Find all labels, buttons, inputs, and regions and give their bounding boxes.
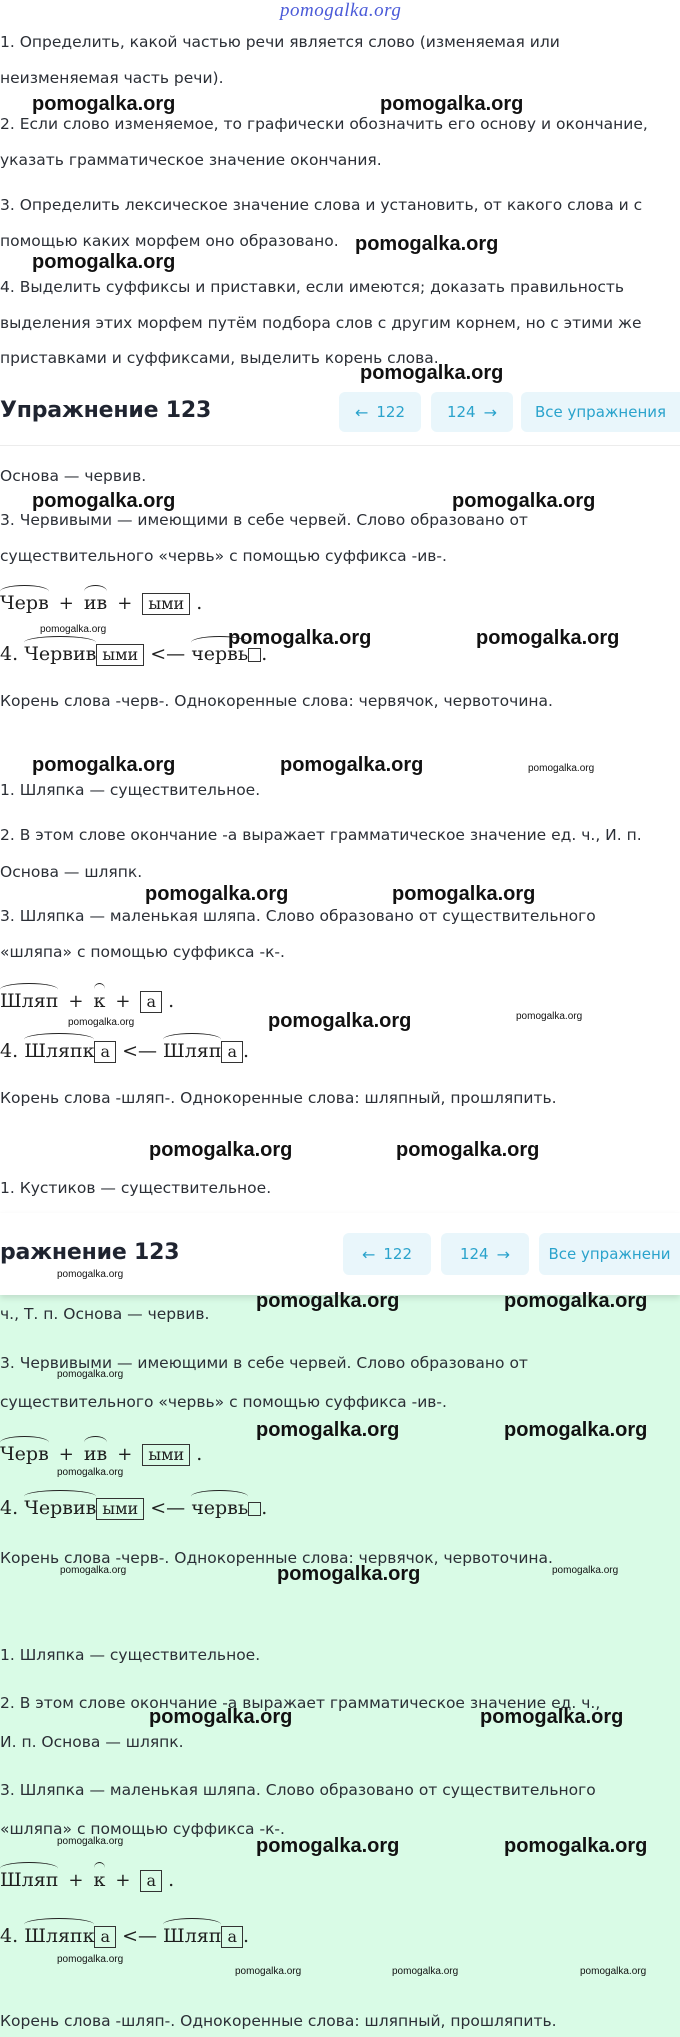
ending-box: а <box>221 1926 243 1948</box>
shlyapka-root-b: Корень слова -шляп-. Однокоренные слова: шляпный, прошляпить. <box>0 2012 557 2030</box>
period: . <box>242 1925 250 1947</box>
shlyapka-step1: 1. Шляпка — существительное. <box>0 781 261 799</box>
step-4-line-3: приставками и суффиксами, выделить корень слова. <box>0 349 439 367</box>
watermark: pomogalka.org <box>145 883 289 905</box>
item-number: 4. <box>0 1040 19 1062</box>
item-number: 4. <box>0 643 19 665</box>
stem-arc: Шляпк <box>24 1040 95 1062</box>
chervivymi-formation-scheme <box>0 592 202 615</box>
chervivymi-morpheme-parse-b <box>0 1497 267 1520</box>
ending-box: ыми <box>96 1498 144 1520</box>
chervivymi-step3-line-2: существительного «червь» с помощью суффикса -ив-. <box>0 547 447 565</box>
suffix-arc: ив <box>83 592 108 614</box>
root-arc: Шляп <box>0 1869 59 1891</box>
prev-exercise-label: 122 <box>383 1245 413 1263</box>
arrow-left-icon: ← <box>354 402 369 422</box>
shlyapka-step2-line-2-b: И. п. Основа — шляпк. <box>0 1733 184 1751</box>
watermark: pomogalka.org <box>380 93 524 115</box>
watermark: pomogalka.org <box>32 93 176 115</box>
stem-arc: Шляпк <box>24 1925 95 1947</box>
source-word-arc: червь <box>191 1497 249 1519</box>
watermark: pomogalka.org <box>268 1010 412 1032</box>
watermark: pomogalka.org <box>476 627 620 649</box>
ending-box: а <box>221 1041 243 1063</box>
suffix-arc: к <box>93 990 106 1012</box>
step-2-line-2: указать грамматическое значение окончания. <box>0 151 382 169</box>
step-1-line-1: 1. Определить, какой частью речи является слово (изменяемая или <box>0 33 560 51</box>
plus-sign: + <box>115 991 131 1012</box>
all-exercises-label: Все упражнени <box>548 1245 671 1263</box>
watermark: pomogalka.org <box>452 490 596 512</box>
ending-box: а <box>140 991 162 1013</box>
watermark: pomogalka.org <box>355 233 499 255</box>
watermark: pomogalka.org <box>32 754 176 776</box>
watermark: pomogalka.org <box>396 1139 540 1161</box>
ending-box: а <box>94 1041 116 1063</box>
all-exercises-button[interactable] <box>521 392 680 432</box>
watermark: pomogalka.org <box>504 1835 648 1857</box>
chervivymi-formation-scheme-b <box>0 1443 202 1466</box>
all-exercises-button[interactable] <box>539 1233 680 1275</box>
shlyapka-step2-line-1-b: 2. В этом слове окончание -а выражает грамматическое значение ед. ч., <box>0 1694 601 1712</box>
prev-exercise-button[interactable] <box>339 392 421 432</box>
watermark: pomogalka.org <box>57 1467 124 1478</box>
prev-exercise-label: 122 <box>376 403 406 421</box>
watermark: pomogalka.org <box>228 627 372 649</box>
step-3-line-2: помощью каких морфем оно образовано. <box>0 232 339 250</box>
chervivymi-base-b: ч., Т. п. Основа — червив. <box>0 1305 210 1323</box>
stem-arc: Червив <box>24 1497 97 1519</box>
period: . <box>196 592 203 614</box>
watermark: pomogalka.org <box>60 1565 127 1576</box>
step-4-line-2: выделения этих морфем путём подбора слов с другим корнем, но с этими же <box>0 314 642 332</box>
shlyapka-step1-b: 1. Шляпка — существительное. <box>0 1646 261 1664</box>
watermark: pomogalka.org <box>392 1966 459 1977</box>
plus-sign: + <box>58 593 74 614</box>
chervivymi-root: Корень слова -черв-. Однокоренные слова: червячок, червоточина. <box>0 692 553 710</box>
step-4-line-1: 4. Выделить суффиксы и приставки, если имеются; доказать правильность <box>0 278 625 296</box>
watermark: pomogalka.org <box>32 251 176 273</box>
chervivymi-step3-line-1-b: 3. Червивыми — имеющими в себе червей. Слово образовано от <box>0 1354 528 1372</box>
stem-arc: Червив <box>24 643 97 665</box>
watermark: pomogalka.org <box>552 1565 619 1576</box>
plus-sign: + <box>68 1870 84 1891</box>
watermark: pomogalka.org <box>235 1966 302 1977</box>
plus-sign: + <box>117 593 133 614</box>
shlyapka-formation-scheme <box>0 990 174 1013</box>
watermark: pomogalka.org <box>57 1954 124 1965</box>
zero-ending-box <box>248 648 261 662</box>
zero-ending-box <box>248 1502 261 1516</box>
prev-exercise-button[interactable] <box>343 1233 431 1275</box>
watermark: pomogalka.org <box>392 883 536 905</box>
plus-sign: + <box>117 1444 133 1465</box>
all-exercises-label: Все упражнения <box>534 403 667 421</box>
step-2-line-1: 2. Если слово изменяемое, то графически обозначить его основу и окончание, <box>0 115 648 133</box>
plus-sign: + <box>115 1870 131 1891</box>
site-watermark-top: pomogalka.org <box>280 0 402 21</box>
plus-sign: + <box>58 1444 74 1465</box>
shlyapka-step3-line-1: 3. Шляпка — маленькая шляпа. Слово образовано от существительного <box>0 907 596 925</box>
period: . <box>261 643 268 665</box>
arrow-right-icon: → <box>496 1244 511 1264</box>
item-number: 4. <box>0 1925 19 1947</box>
shlyapka-base: Основа — шляпк. <box>0 863 143 881</box>
watermark: pomogalka.org <box>57 1269 124 1280</box>
period: . <box>261 1497 268 1519</box>
watermark: pomogalka.org <box>516 1011 583 1022</box>
derivation-arrow: <— <box>150 643 186 665</box>
source-word-arc: Шляп <box>163 1925 222 1947</box>
kustikov-step1: 1. Кустиков — существительное. <box>0 1179 272 1197</box>
watermark: pomogalka.org <box>40 624 107 635</box>
shlyapka-step3-line-1-b: 3. Шляпка — маленькая шляпа. Слово образовано от существительного <box>0 1781 596 1799</box>
derivation-arrow: <— <box>122 1040 157 1062</box>
watermark: pomogalka.org <box>32 490 176 512</box>
watermark: pomogalka.org <box>256 1835 400 1857</box>
watermark: pomogalka.org <box>149 1139 293 1161</box>
arrow-left-icon: ← <box>361 1244 376 1264</box>
period: . <box>168 990 175 1012</box>
shlyapka-root: Корень слова -шляп-. Однокоренные слова: шляпный, прошляпить. <box>0 1089 557 1107</box>
ending-box: ыми <box>142 593 190 615</box>
watermark: pomogalka.org <box>57 1836 124 1847</box>
shlyapka-morpheme-parse <box>0 1040 249 1063</box>
root-arc: Черв <box>0 1443 49 1465</box>
shlyapka-step2: 2. В этом слове окончание -а выражает грамматическое значение ед. ч., И. п. <box>0 826 642 844</box>
next-exercise-label: 124 <box>459 1245 489 1263</box>
source-word-arc: червь <box>191 643 249 665</box>
ending-box: а <box>140 1870 162 1892</box>
watermark: pomogalka.org <box>580 1966 647 1977</box>
watermark: pomogalka.org <box>57 1369 124 1380</box>
watermark: pomogalka.org <box>504 1419 648 1441</box>
watermark: pomogalka.org <box>68 1017 135 1028</box>
period: . <box>196 1443 203 1465</box>
ending-box: ыми <box>142 1444 190 1466</box>
watermark: pomogalka.org <box>528 763 595 774</box>
suffix-arc: к <box>93 1869 106 1891</box>
derivation-arrow: <— <box>122 1925 157 1947</box>
shlyapka-formation-scheme-b <box>0 1869 174 1892</box>
watermark: pomogalka.org <box>149 1706 293 1728</box>
watermark: pomogalka.org <box>256 1419 400 1441</box>
chervivymi-step3-line-1: 3. Червивыми — имеющими в себе червей. Слово образовано от <box>0 511 528 529</box>
watermark: pomogalka.org <box>360 362 504 384</box>
chervivymi-root-b: Корень слова -черв-. Однокоренные слова: червячок, червоточина. <box>0 1549 553 1567</box>
next-exercise-label: 124 <box>446 403 476 421</box>
next-exercise-button[interactable] <box>441 1233 529 1275</box>
next-exercise-button[interactable] <box>431 392 513 432</box>
item-number: 4. <box>0 1497 19 1519</box>
plus-sign: + <box>68 991 84 1012</box>
watermark: pomogalka.org <box>504 1290 648 1312</box>
watermark: pomogalka.org <box>256 1290 400 1312</box>
exercise-title: Упражнение 123 <box>0 398 212 423</box>
ending-box: ыми <box>96 644 144 666</box>
derivation-arrow: <— <box>150 1497 186 1519</box>
shlyapka-step3-line-2: «шляпа» с помощью суффикса -к-. <box>0 943 285 961</box>
watermark: pomogalka.org <box>480 1706 624 1728</box>
ending-box: а <box>94 1926 116 1948</box>
exercise-nav-bar-sticky <box>0 1213 680 1295</box>
watermark: pomogalka.org <box>280 754 424 776</box>
step-3-line-1: 3. Определить лексическое значение слова и установить, от какого слова и с <box>0 196 643 214</box>
watermark: pomogalka.org <box>277 1563 421 1585</box>
exercise-nav-bar <box>0 378 680 446</box>
shlyapka-morpheme-parse-b <box>0 1925 249 1948</box>
exercise-title: ражнение 123 <box>0 1240 180 1265</box>
chervivymi-step3-line-2-b: существительного «червь» с помощью суффикса -ив-. <box>0 1393 447 1411</box>
period: . <box>242 1040 250 1062</box>
source-word-arc: Шляп <box>163 1040 222 1062</box>
chervivymi-base: Основа — червив. <box>0 467 147 485</box>
step-1-line-2: неизменяемая часть речи). <box>0 69 224 87</box>
period: . <box>168 1869 175 1891</box>
root-arc: Шляп <box>0 990 59 1012</box>
shlyapka-step3-line-2-b: «шляпа» с помощью суффикса -к-. <box>0 1820 285 1838</box>
root-arc: Черв <box>0 592 49 614</box>
arrow-right-icon: → <box>483 402 498 422</box>
suffix-arc: ив <box>83 1443 108 1465</box>
